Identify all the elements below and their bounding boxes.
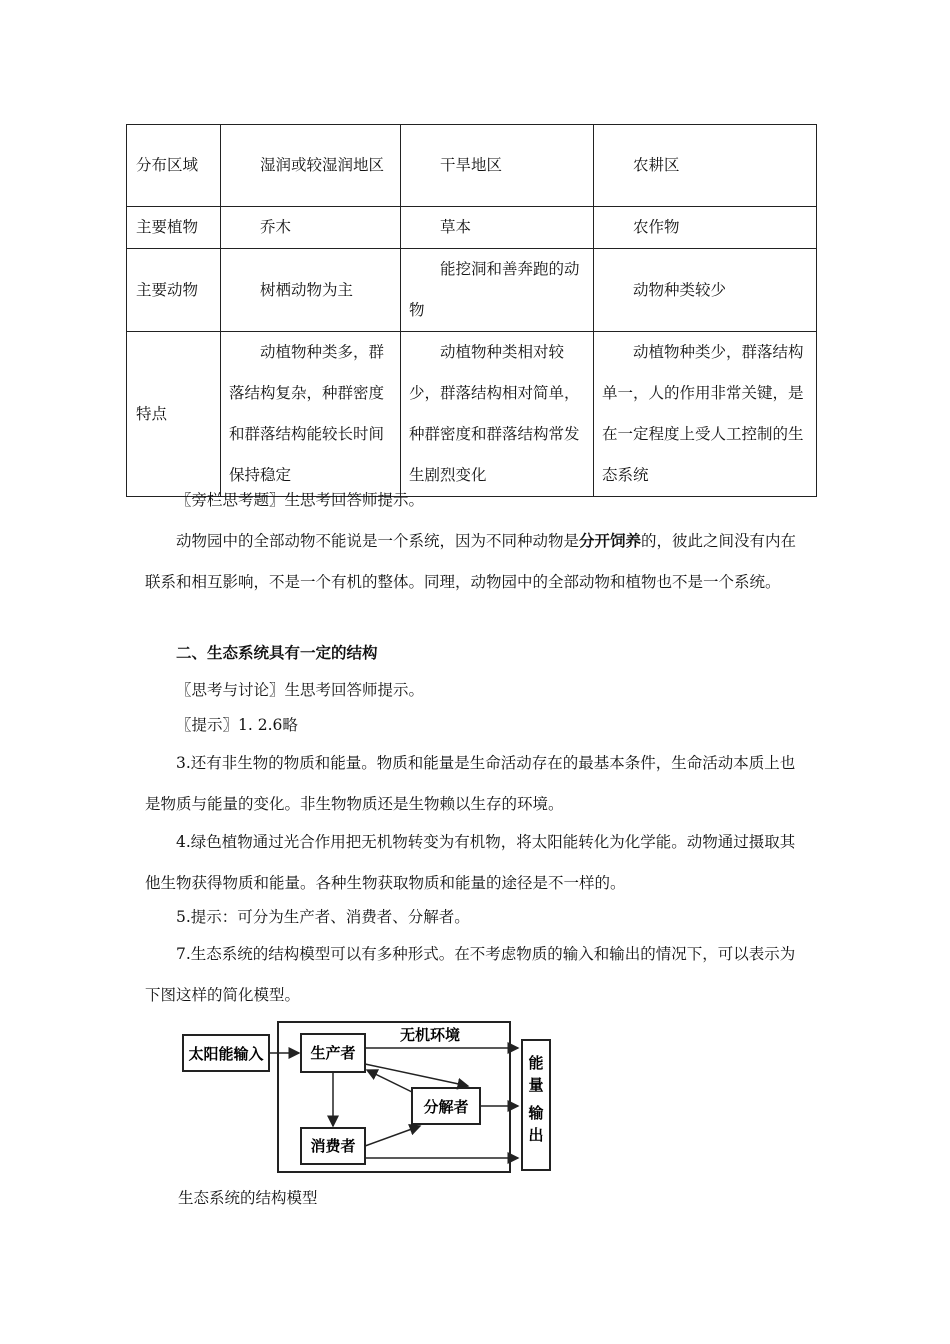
table-row bbox=[127, 332, 817, 497]
row-label: 分布区域 bbox=[127, 125, 221, 207]
table-row bbox=[127, 207, 817, 249]
table-cell: 草本 bbox=[401, 207, 594, 249]
table-row bbox=[127, 125, 817, 207]
decomposer-label: 分解者 bbox=[423, 1098, 469, 1116]
paragraph: 〖旁栏思考题〗生思考回答师提示。 bbox=[176, 491, 425, 509]
row-label: 特点 bbox=[127, 332, 221, 497]
table-cell: 动植物种类少，群落结构单一，人的作用非常关键，是在一定程度上受人工控制的生态系统 bbox=[594, 332, 817, 497]
output-char: 出 bbox=[528, 1126, 544, 1144]
table-cell: 动植物种类多，群落结构复杂，种群密度和群落结构能较长时间保持稳定 bbox=[221, 332, 401, 497]
emphasis-text: 分开饲养 bbox=[579, 531, 642, 550]
table-cell: 动物种类较少 bbox=[594, 249, 817, 332]
consumer-label: 消费者 bbox=[310, 1137, 356, 1155]
output-char: 输 bbox=[528, 1104, 544, 1122]
table-cell: 乔木 bbox=[221, 207, 401, 249]
arrow-producer-to-decomposer bbox=[365, 1064, 468, 1086]
paragraph: 〖思考与讨论〗生思考回答师提示。 bbox=[176, 681, 425, 699]
environment-label: 无机环境 bbox=[399, 1026, 461, 1044]
table-cell: 农作物 bbox=[594, 207, 817, 249]
paragraph: 4.绿色植物通过光合作用把无机物转变为有机物，将太阳能转化为化学能。动物通过摄取其他生物获得物质和能量。各种生物获取物质和能量的途径是不一样的。 bbox=[145, 833, 796, 892]
paragraph-text: 的，彼此之间没有内在联系和相互影响，不是一个有机的整体。同理，动物园中的全部动物和植物也不是一个系统。 bbox=[145, 532, 797, 591]
paragraph: 3.还有非生物的物质和能量。物质和能量是生命活动存在的最基本条件，生命活动本质上也是物质与能量的变化。非生物物质还是生物赖以生存的环境。 bbox=[145, 754, 796, 813]
ecosystem-table bbox=[126, 124, 817, 497]
row-label: 主要动物 bbox=[127, 249, 221, 332]
output-char: 能 bbox=[528, 1054, 544, 1072]
ecosystem-structure-diagram bbox=[180, 1020, 560, 1180]
row-label: 主要植物 bbox=[127, 207, 221, 249]
paragraph: 7.生态系统的结构模型可以有多种形式。在不考虑物质的输入和输出的情况下，可以表示为下图这样的简化模型。 bbox=[145, 945, 796, 1004]
table-cell: 湿润或较湿润地区 bbox=[221, 125, 401, 207]
table-cell: 动植物种类相对较少，群落结构相对简单，种群密度和群落结构常发生剧烈变化 bbox=[401, 332, 594, 497]
table-row bbox=[127, 249, 817, 332]
producer-label: 生产者 bbox=[310, 1044, 356, 1062]
section-heading: 二、生态系统具有一定的结构 bbox=[176, 643, 378, 662]
paragraph-text: 动物园中的全部动物不能说是一个系统，因为不同种动物是 bbox=[176, 532, 580, 550]
paragraph: 〖提示〗1. 2.6略 bbox=[176, 716, 298, 734]
paragraph: 5.提示：可分为生产者、消费者、分解者。 bbox=[176, 908, 470, 926]
output-char: 量 bbox=[528, 1076, 544, 1094]
paragraph bbox=[145, 520, 805, 603]
solar-input-label: 太阳能输入 bbox=[188, 1045, 264, 1063]
arrow-consumer-to-decomposer bbox=[365, 1126, 420, 1146]
figure-caption: 生态系统的结构模型 bbox=[178, 1189, 318, 1207]
table-cell: 树栖动物为主 bbox=[221, 249, 401, 332]
table-cell: 农耕区 bbox=[594, 125, 817, 207]
table-cell: 干旱地区 bbox=[401, 125, 594, 207]
table-cell: 能挖洞和善奔跑的动物 bbox=[401, 249, 594, 332]
